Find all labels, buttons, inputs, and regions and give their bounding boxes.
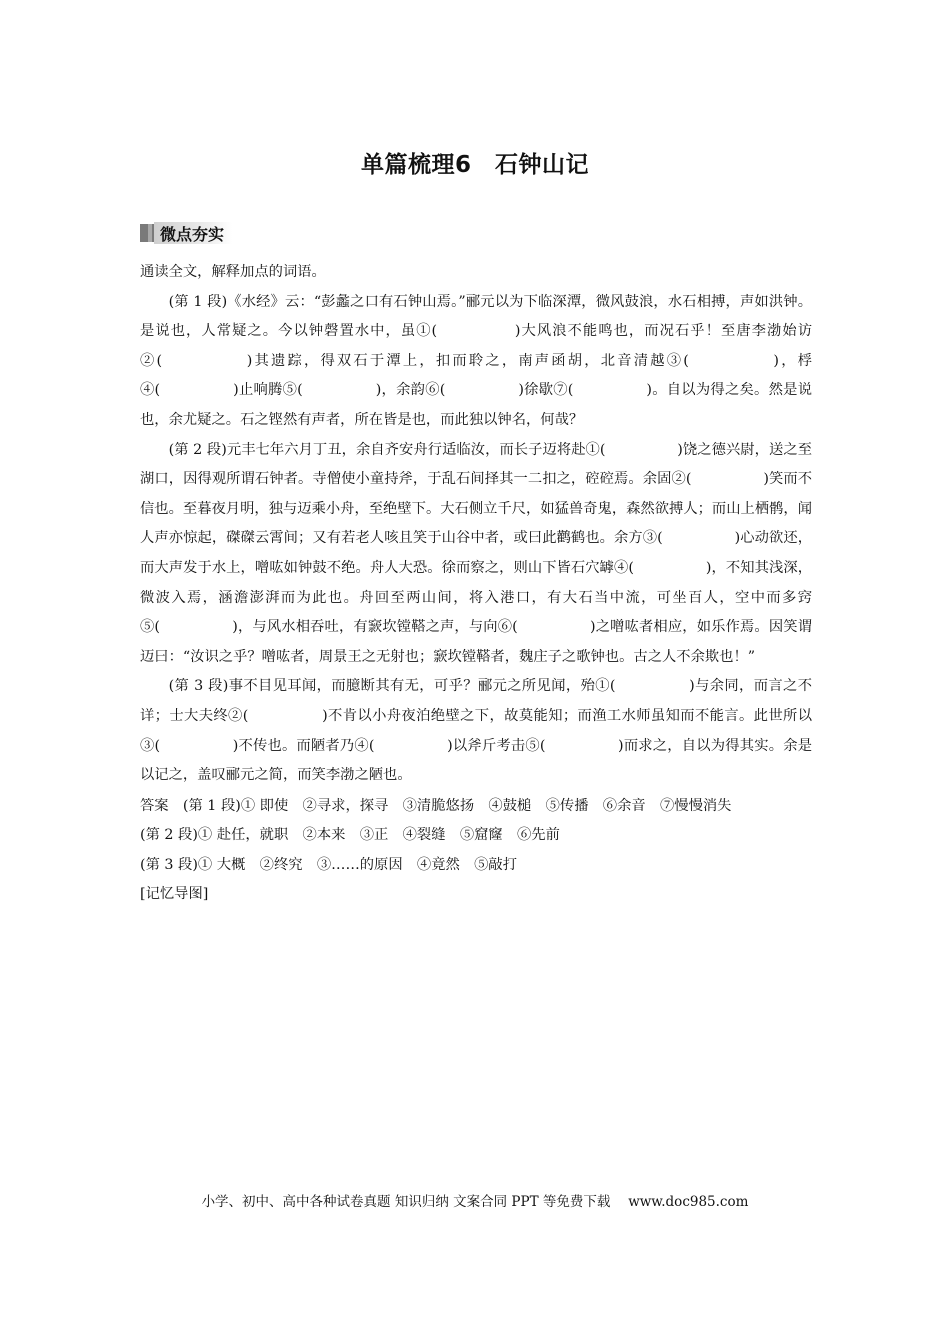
paragraph-1: (第 1 段)《水经》云：“彭蠡之口有石钟山焉。”郦元以为下临深潭，微风鼓浪，水石相搏，声如洪钟。是说也，人常疑之。今以钟磬置水中，虽①( )大风浪不能鸣也，而况石乎！至唐李渤始访②( )其遗踪，得双石于潭上，扣而聆之，南声函胡，北音清越③( )，桴④( )止响腾⑤( )，余韵⑥( )徐歇⑦( )。自以为得之矣。然是说也，余尤疑之。石之铿然有声者，所在皆是也，而此独以钟名，何哉？	[140, 293, 812, 428]
section-heading	[140, 222, 232, 244]
document-body	[140, 258, 812, 910]
mind-map-label: [记忆导图]	[140, 886, 209, 903]
footer-text: 小学、初中、高中各种试卷真题 知识归纳 文案合同 PPT 等免费下载 www.doc985.com	[201, 1194, 749, 1210]
answer-line-1: 答案 (第 1 段)① 即使 ②寻求，探寻 ③清脆悠扬 ④鼓槌 ⑤传播 ⑥余音 ⑦慢慢消失	[140, 797, 732, 814]
answer-line-2: (第 2 段)① 赴任，就职 ②本来 ③正 ④裂缝 ⑤窟窿 ⑥先前	[140, 827, 560, 844]
paragraph-2: (第 2 段)元丰七年六月丁丑，余自齐安舟行适临汝，而长子迈将赴①( )饶之德兴尉，送之至湖口，因得观所谓石钟者。寺僧使小童持斧，于乱石间择其一二扣之，硿硿焉。余固②( )笑而不信也。至暮夜月明，独与迈乘小舟，至绝壁下。大石侧立千尺，如猛兽奇鬼，森然欲搏人；而山上栖鹘，闻人声亦惊起，磔磔云霄间；又有若老人咳且笑于山谷中者，或曰此鹳鹤也。余方③( )心动欲还，而大声发于水上，噌吰如钟鼓不绝。舟人大恐。徐而察之，则山下皆石穴罅④( )，不知其浅深，微波入焉，涵澹澎湃而为此也。舟回至两山间，将入港口，有大石当中流，可坐百人，空中而多窍⑤( )，与风水相吞吐，有窾坎镗鞳之声，与向⑥( )之噌吰者相应，如乐作焉。因笑谓迈曰：“汝识之乎？噌吰者，周景王之无射也；窾坎镗鞳者，魏庄子之歌钟也。古之人不余欺也！”	[140, 441, 812, 665]
answer-line-3: (第 3 段)① 大概 ②终究 ③……的原因 ④竟然 ⑤敲打	[140, 856, 518, 873]
page-title: 单篇梳理6 石钟山记	[360, 152, 589, 178]
instruction: 通读全文，解释加点的词语。	[140, 264, 326, 280]
section-label-box	[154, 222, 232, 244]
section-marker-icon	[140, 224, 154, 242]
answer-block	[140, 792, 812, 881]
paragraph-3: (第 3 段)事不目见耳闻，而臆断其有无，可乎？郦元之所见闻，殆①( )与余同，而言之不详；士大夫终②( )不肯以小舟夜泊绝壁之下，故莫能知；而渔工水师虽知而不能言。此世所以③( )不传也。而陋者乃④( )以斧斤考击⑤( )而求之，自以为得其实。余是以记之，盖叹郦元之简，而笑李渤之陋也。	[140, 678, 812, 784]
section-label: 微点夯实	[160, 224, 225, 244]
